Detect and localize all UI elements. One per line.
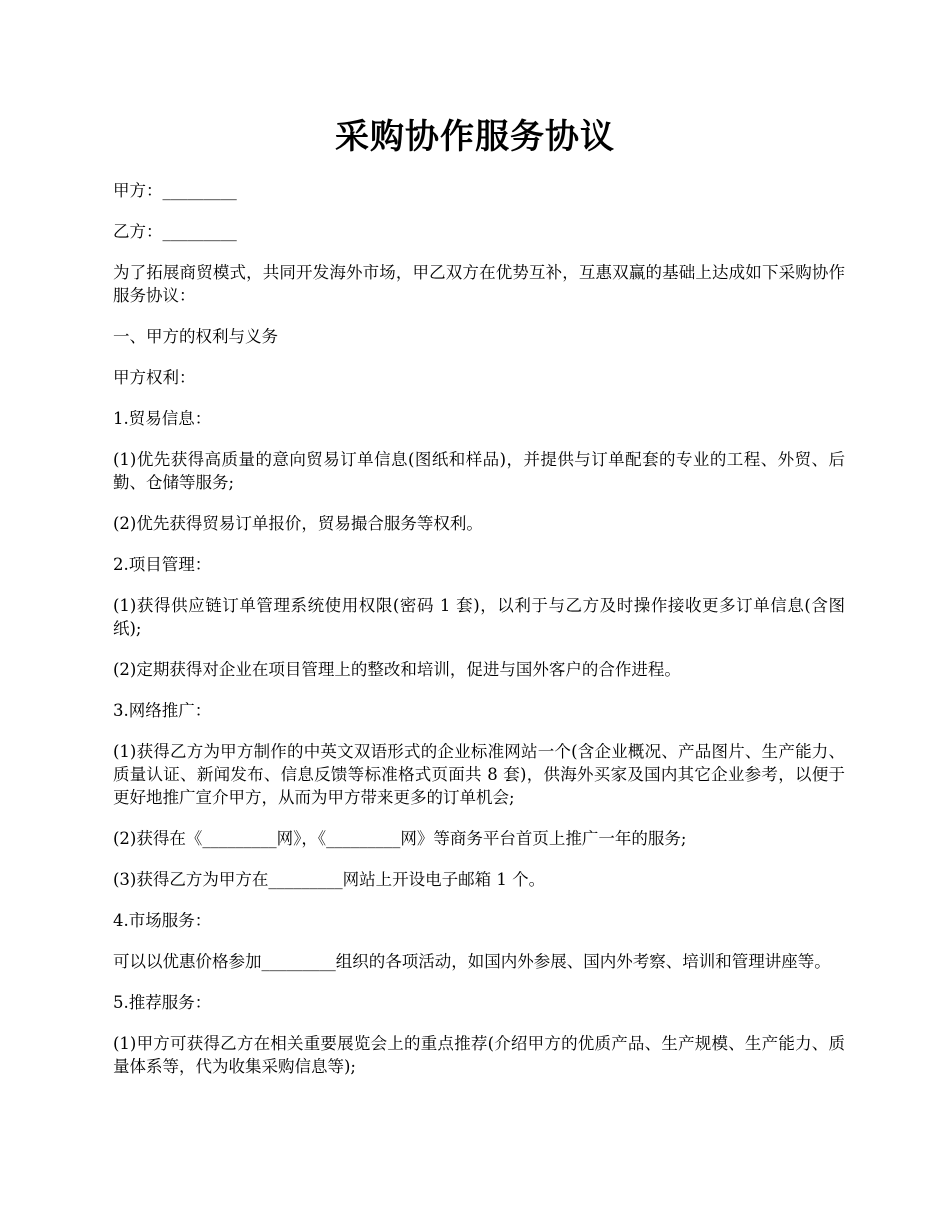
document-title: 采购协作服务协议 <box>335 117 615 157</box>
clause-item: (1)获得乙方为甲方制作的中英文双语形式的企业标准网站一个(含企业概况、产品图片、生产能力、质量认证、新闻发布、信息反馈等标准格式页面共 8 套)，供海外买家及国内其它企业参考，以便于更好地推广宣介甲方，从而为甲方带来更多的订单机会; <box>113 742 845 807</box>
party-a-line: 甲方：_________ <box>113 181 237 200</box>
clause-heading: 2.项目管理： <box>113 555 212 574</box>
party-b-line: 乙方：_________ <box>113 222 237 241</box>
clause-item: 可以以优惠价格参加_________组织的各项活动，如国内外参展、国内外考察、培训和管理讲座等。 <box>113 952 831 971</box>
clause-item: (3)获得乙方为甲方在_________网站上开设电子邮箱 1 个。 <box>113 870 546 889</box>
clause-item: (2)定期获得对企业在项目管理上的整改和培训，促进与国外客户的合作进程。 <box>113 660 681 679</box>
clause-heading: 5.推荐服务： <box>113 993 212 1012</box>
document-body <box>113 179 845 1096</box>
clause-item: (1)获得供应链订单管理系统使用权限(密码 1 套)，以利于与乙方及时操作接收更多订单信息(含图纸); <box>113 596 845 638</box>
subsection-heading: 甲方权利： <box>113 368 196 387</box>
section-heading: 一、甲方的权利与义务 <box>113 327 278 346</box>
clause-item: (2)获得在《_________网》，《_________网》等商务平台首页上推广一年的服务; <box>113 829 687 848</box>
preamble-paragraph: 为了拓展商贸模式，共同开发海外市场，甲乙双方在优势互补，互惠双赢的基础上达成如下采购协作服务协议： <box>113 263 845 305</box>
clause-item: (2)优先获得贸易订单报价，贸易撮合服务等权利。 <box>113 514 483 533</box>
clause-item: (1)甲方可获得乙方在相关重要展览会上的重点推荐(介绍甲方的优质产品、生产规模、生产能力、质量体系等，代为收集采购信息等); <box>113 1034 845 1076</box>
clause-heading: 1.贸易信息： <box>113 409 212 428</box>
clause-heading: 4.市场服务： <box>113 911 212 930</box>
clause-heading: 3.网络推广： <box>113 701 212 720</box>
clause-item: (1)优先获得高质量的意向贸易订单信息(图纸和样品)，并提供与订单配套的专业的工程、外贸、后勤、仓储等服务; <box>113 450 845 492</box>
